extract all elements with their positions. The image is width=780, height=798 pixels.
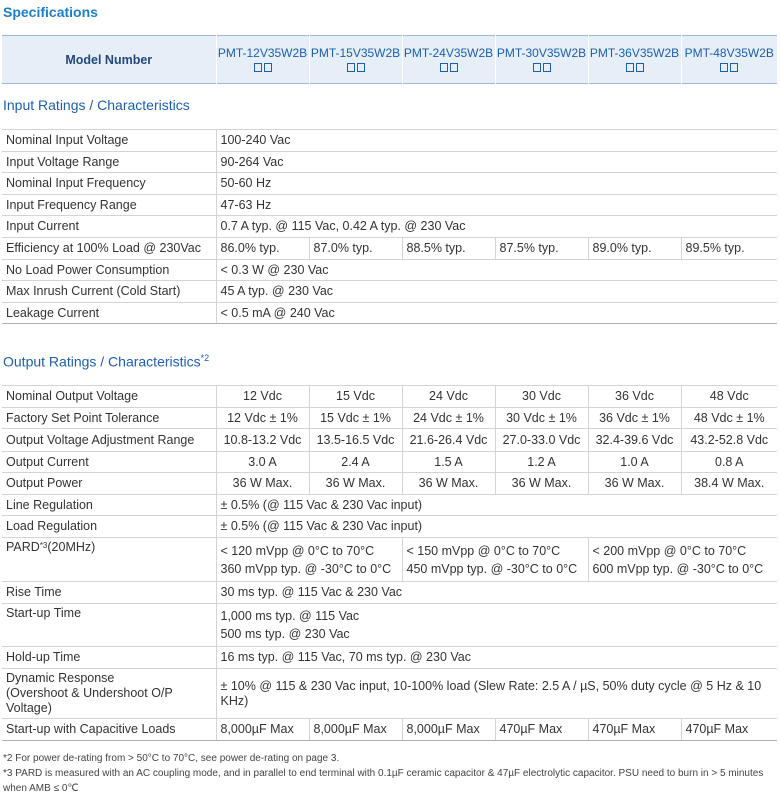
table-row: Start-up Time 1,000 ms typ. @ 115 Vac 500 ms typ. @ 230 Vac	[2, 604, 777, 647]
pard-group: < 150 mVpp @ 0°C to 70°C 450 mVpp typ. @ -30°C to 0°C	[402, 538, 588, 582]
table-row: Factory Set Point Tolerance 12 Vdc ± 1% 15 Vdc ± 1% 24 Vdc ± 1% 30 Vdc ± 1% 36 Vdc ± 1% 48 Vdc ± 1%	[2, 408, 777, 429]
table-row: Rise Time 30 ms typ. @ 115 Vac & 230 Vac	[2, 582, 777, 604]
input-table	[2, 129, 777, 324]
pard-row: PARD$^{*3}$(20MHz) < 120 mVpp @ 0°C to 70°C 360 mVpp typ. @ -30°C to 0°C < 150 mVpp @ 0°C to 70°C 450 mVpp typ. @ -30°C to 0°C < 200 mVpp @ 0°C to 70°C 600 mVpp typ. @ -30°C to 0°C	[2, 538, 777, 582]
table-row: Line Regulation ± 0.5% (@ 115 Vac & 230 Vac input)	[2, 495, 777, 516]
model-cell: PMT-30V35W2B	[495, 36, 588, 84]
pard-group: < 120 mVpp @ 0°C to 70°C 360 mVpp typ. @ -30°C to 0°C	[216, 538, 402, 582]
table-row: Nominal Input Voltage 100-240 Vac	[2, 130, 777, 152]
model-cell: PMT-12V35W2B	[216, 36, 309, 84]
model-cell: PMT-15V35W2B	[309, 36, 402, 84]
table-row: Dynamic Response (Overshoot & Undershoot O/P Voltage) ± 10% @ 115 & 230 Vac input, 10-100% load (Slew Rate: 2.5 A / µS, 50% duty cycle @ 5 Hz & 10 KHz)	[2, 669, 777, 719]
output-table	[2, 385, 777, 741]
table-row: Nominal Output Voltage 12 Vdc 15 Vdc 24 Vdc 30 Vdc 36 Vdc 48 Vdc	[2, 386, 777, 408]
table-row: Output Power 36 W Max. 36 W Max. 36 W Max. 36 W Max. 36 W Max. 38.4 W Max.	[2, 473, 777, 495]
table-row: Leakage Current < 0.5 mA @ 240 Vac	[2, 303, 777, 324]
footnotes	[3, 751, 778, 796]
model-cell: PMT-24V35W2B	[402, 36, 495, 84]
table-row: No Load Power Consumption < 0.3 W @ 230 Vac	[2, 260, 777, 281]
footnote: *2 For power de-rating from > 50°C to 70°C, see power de-rating on page 3.	[3, 753, 340, 764]
table-row: Input Frequency Range 47-63 Hz	[2, 195, 777, 216]
pard-group: < 200 mVpp @ 0°C to 70°C 600 mVpp typ. @ -30°C to 0°C	[588, 538, 777, 582]
page-title: Specifications	[3, 4, 98, 20]
model-cell: PMT-48V35W2B	[681, 36, 777, 84]
input-section-heading: Input Ratings / Characteristics	[3, 97, 190, 113]
table-row: Max Inrush Current (Cold Start) 45 A typ. @ 230 Vac	[2, 281, 777, 303]
output-section-heading: Output Ratings / Characteristics$^{*2}$	[3, 353, 210, 370]
footnote: *3 PARD is measured with an AC coupling mode, and in parallel to end terminal with 0.1µF ceramic capacitor & 47µF electrolytic capacitor. PSU need to burn in > 5 minutes when AMB ≤ 0℃	[3, 768, 764, 794]
table-row: Output Voltage Adjustment Range 10.8-13.2 Vdc 13.5-16.5 Vdc 21.6-26.4 Vdc 27.0-33.0 Vdc 32.4-39.6 Vdc 43.2-52.8 Vdc	[2, 429, 777, 452]
table-row: Load Regulation ± 0.5% (@ 115 Vac & 230 Vac input)	[2, 516, 777, 538]
table-row: Hold-up Time 16 ms typ. @ 115 Vac, 70 ms typ. @ 230 Vac	[2, 647, 777, 669]
table-row: Nominal Input Frequency 50-60 Hz	[2, 173, 777, 195]
table-row: Output Current 3.0 A 2.4 A 1.5 A 1.2 A 1.0 A 0.8 A	[2, 452, 777, 473]
model-number-label: Model Number	[65, 52, 153, 67]
table-row: Input Current 0.7 A typ. @ 115 Vac, 0.42 A typ. @ 230 Vac	[2, 216, 777, 238]
model-cell: PMT-36V35W2B	[588, 36, 681, 84]
table-row: Start-up with Capacitive Loads 8,000µF Max 8,000µF Max 8,000µF Max 470µF Max 470µF Max 470µF Max	[2, 719, 777, 741]
table-row: Input Voltage Range 90-264 Vac	[2, 152, 777, 173]
efficiency-row: Efficiency at 100% Load @ 230Vac 86.0% typ. 87.0% typ. 88.5% typ. 87.5% typ. 89.0% typ. 89.5% typ.	[2, 238, 777, 260]
model-header	[2, 35, 777, 84]
